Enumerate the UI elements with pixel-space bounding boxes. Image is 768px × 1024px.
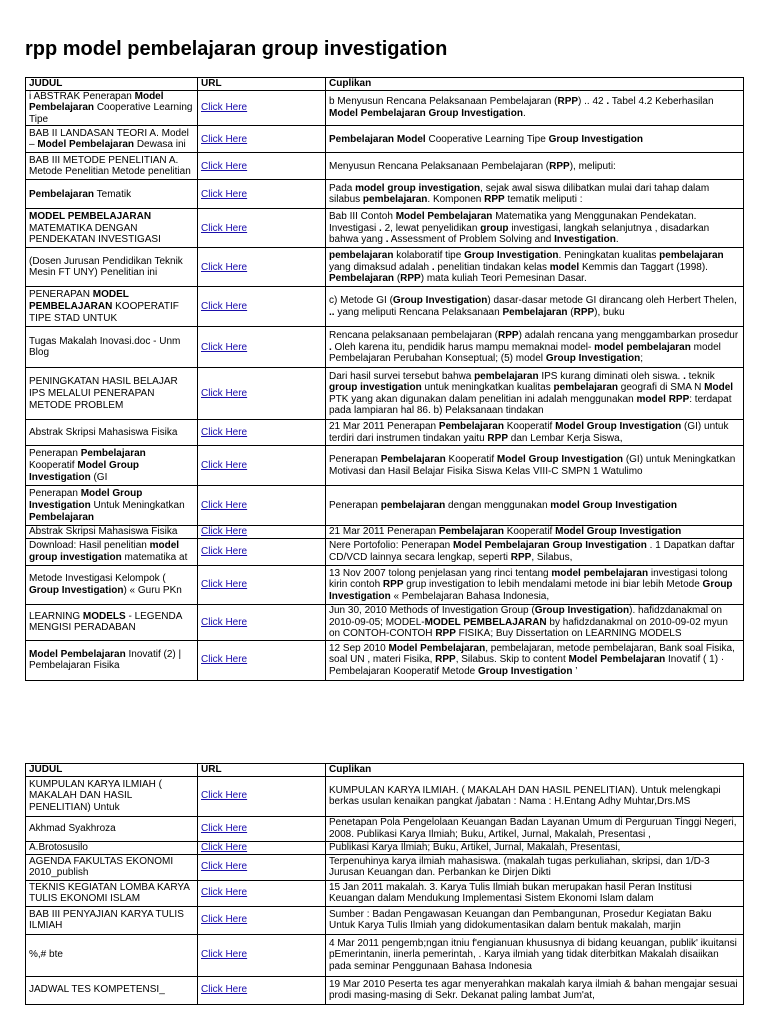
row-title: Metode Investigasi Kelompok ( Group Investigation) « Guru PKn: [26, 565, 198, 604]
row-excerpt: b Menyusun Rencana Pelaksanaan Pembelajaran (RPP) .. 42 . Tabel 4.2 Keberhasilan Model Pembelajaran Group Investigation.: [326, 90, 744, 126]
click-here-link[interactable]: Click Here: [201, 887, 248, 899]
header-judul: JUDUL: [26, 78, 198, 91]
click-here-link[interactable]: Click Here: [201, 984, 248, 996]
row-title: (Dosen Jurusan Pendidikan Teknik Mesin FT UNY) Penelitian ini: [26, 248, 198, 287]
row-title: Pembelajaran Tematik: [26, 180, 198, 209]
row-excerpt: Nere Portofolio: Penerapan Model Pembelajaran Group Investigation . 1 Dapatkan daftar CD/VCD lainnya secara lengkap, seperti RPP, Silabus,: [326, 538, 744, 565]
row-url-cell: [198, 976, 326, 1004]
click-here-link[interactable]: Click Here: [201, 949, 248, 961]
keyword-highlight: Group Investigation: [545, 353, 641, 365]
table-row: [26, 976, 744, 1004]
keyword-highlight: Group Investigation: [464, 249, 559, 261]
click-here-link[interactable]: Click Here: [201, 500, 248, 512]
row-url-cell: [198, 248, 326, 287]
table-row: [26, 327, 744, 368]
row-excerpt: 12 Sep 2010 Model Pembelajaran, pembelajaran, metode pembelajaran, Bank soal Fisika, soal UN , materi Fisika, RPP, Silabus. Skip to content Model Pembelajaran Inovatif ( 1) · Pembelajaran Kooperatif Metode Group Investigation ’: [326, 640, 744, 680]
click-here-link[interactable]: Click Here: [201, 822, 248, 834]
keyword-highlight: RPP: [484, 194, 505, 206]
table-row: [26, 446, 744, 486]
header-cuplikan: Cuplikan: [326, 78, 744, 91]
row-title: BAB III METODE PENELITIAN A. Metode Penelitian Metode penelitian: [26, 153, 198, 180]
click-here-link[interactable]: Click Here: [201, 188, 248, 200]
header-url: URL: [198, 78, 326, 91]
table-row: [26, 906, 744, 934]
keyword-highlight: RPP: [668, 393, 690, 405]
row-excerpt: Pada model group investigation, sejak awal siswa dilibatkan mulai dari tahap dalam silabus pembelajaran. Komponen RPP tematik meliputi :: [326, 180, 744, 209]
row-excerpt: Penetapan Pola Pengelolaan Keuangan Badan Layanan Umum di Perguruan Tinggi Negeri, 2008. Publikasi Karya Ilmiah; Buku, Artikel, Jurnal, Makalah, Presentasi ,: [326, 816, 744, 841]
row-excerpt: 21 Mar 2011 Penerapan Pembelajaran Kooperatif Model Group Investigation (GI) untuk terdiri dari instrumen tindakan yaitu RPP dan Lembar Kerja Siswa,: [326, 420, 744, 446]
keyword-highlight: pembelajaran: [380, 500, 446, 512]
row-title: A.Brotosusilo: [26, 841, 198, 854]
keyword-highlight: RPP: [435, 654, 456, 666]
keyword-highlight: pembelajaran: [474, 370, 539, 382]
row-url-cell: [198, 565, 326, 604]
row-title: BAB III PENYAJIAN KARYA TULIS ILMIAH: [26, 906, 198, 934]
row-excerpt: Publikasi Karya Ilmiah; Buku, Artikel, Jurnal, Makalah, Presentasi,: [326, 841, 744, 854]
click-here-link[interactable]: Click Here: [201, 427, 248, 439]
table-row: [26, 776, 744, 816]
row-url-cell: [198, 327, 326, 368]
click-here-link[interactable]: Click Here: [201, 133, 248, 145]
keyword-highlight: MODEL PEMBELAJARAN: [424, 616, 547, 628]
click-here-link[interactable]: Click Here: [201, 301, 248, 313]
click-here-link[interactable]: Click Here: [201, 654, 248, 666]
keyword-highlight: Model Pembelajaran Group Investigation: [452, 540, 647, 552]
row-title: Download: Hasil penelitian model group investigation matematika at: [26, 538, 198, 565]
keyword-highlight: RPP: [498, 329, 519, 341]
row-url-cell: [198, 841, 326, 854]
keyword-highlight: RPP: [487, 432, 508, 444]
click-here-link[interactable]: Click Here: [201, 914, 248, 926]
keyword-highlight: model: [549, 261, 580, 273]
row-url-cell: [198, 816, 326, 841]
table-row: [26, 880, 744, 906]
keyword-highlight: Model Group Investigation: [555, 421, 682, 433]
row-excerpt: 15 Jan 2011 makalah. 3. Karya Tulis Ilmiah bukan merupakan hasil Peran Institusi Keuangan dalam Mendukung Implementasi Sistem Ekonomi Islam dalam: [326, 880, 744, 906]
keyword-highlight: RPP: [400, 273, 421, 285]
row-excerpt: Penerapan Pembelajaran Kooperatif Model Group Investigation (GI) untuk Meningkatkan Motivasi dan Hasil Belajar Fisika Siswa Kelas VIII-C SMPN 1 Watulimo: [326, 446, 744, 486]
row-excerpt: Bab III Contoh Model Pembelajaran Matematika yang Menggunakan Pendekatan. Investigasi . 2, lewat penyelidikan group investigasi, langkah selanjutnya , disadarkan bahwa yang . Assessment of Problem Solving and Investigation.: [326, 209, 744, 248]
row-title: %,# bte: [26, 934, 198, 976]
keyword-highlight: model group investigation: [355, 182, 481, 194]
keyword-highlight: RPP: [557, 96, 579, 108]
row-excerpt: Menyusun Rencana Pelaksanaan Pembelajaran (RPP), meliputi:: [326, 153, 744, 180]
row-title: AGENDA FAKULTAS EKONOMI 2010_publish: [26, 854, 198, 880]
row-url-cell: [198, 368, 326, 420]
table-row: [26, 565, 744, 604]
row-title: BAB II LANDASAN TEORI A. Model – Model Pembelajaran Dewasa ini: [26, 126, 198, 153]
keyword-highlight: Pembelajaran: [29, 188, 95, 200]
click-here-link[interactable]: Click Here: [201, 222, 248, 234]
table-row: [26, 526, 744, 539]
table-row: [26, 90, 744, 126]
keyword-highlight: .: [385, 234, 389, 246]
row-url-cell: [198, 776, 326, 816]
keyword-highlight: RPP: [435, 628, 456, 640]
row-url-cell: [198, 180, 326, 209]
row-url-cell: [198, 640, 326, 680]
row-excerpt: Rencana pelaksanaan pembelajaran (RPP) adalah rencana yang menggambarkan prosedur . Oleh karena itu, pendidik harus mampu memaknai model- model pembelajaran model Pembelajaran Perubahan Konseptual; (5) model Group Investigation;: [326, 327, 744, 368]
table-row: [26, 854, 744, 880]
click-here-link[interactable]: Click Here: [201, 616, 248, 628]
keyword-highlight: .: [379, 222, 382, 234]
table-row: [26, 420, 744, 446]
keyword-highlight: Model Pembelajaran: [29, 90, 164, 114]
keyword-highlight: Pembelajaran: [80, 448, 146, 460]
row-title: LEARNING MODELS - LEGENDA MENGISI PERADABAN: [26, 604, 198, 640]
click-here-link[interactable]: Click Here: [201, 861, 248, 873]
row-url-cell: [198, 486, 326, 526]
click-here-link[interactable]: Click Here: [201, 341, 248, 353]
row-url-cell: [198, 420, 326, 446]
row-excerpt: 13 Nov 2007 tolong penjelasan yang rinci tentang model pembelajaran investigasi tolong kirin contoh RPP grup investigation to lebih mendalami metode ini biar lebih Metode Group Investigation « Pembelajaran Bahasa Indonesia,: [326, 565, 744, 604]
row-title: Tugas Makalah Inovasi.doc - Unm Blog: [26, 327, 198, 368]
keyword-highlight: model Group Investigation: [550, 500, 677, 512]
row-title: KUMPULAN KARYA ILMIAH ( MAKALAH DAN HASIL PENELITIAN) Untuk: [26, 776, 198, 816]
keyword-highlight: Pembelajaran: [438, 421, 504, 433]
row-excerpt: Pembelajaran Model Cooperative Learning Tipe Group Investigation: [326, 126, 744, 153]
table-row: [26, 126, 744, 153]
row-url-cell: [198, 446, 326, 486]
keyword-highlight: MODEL PEMBELAJARAN: [29, 289, 129, 313]
row-excerpt: 21 Mar 2011 Penerapan Pembelajaran Kooperatif Model Group Investigation: [326, 526, 744, 539]
keyword-highlight: Model Pembelajaran: [568, 654, 666, 666]
table-header-row: [26, 78, 744, 91]
row-title: Abstrak Skripsi Mahasiswa Fisika: [26, 420, 198, 446]
row-title: Penerapan Model Group Investigation Untuk Meningkatkan Pembelajaran: [26, 486, 198, 526]
keyword-highlight: model pembelajaran: [594, 341, 691, 353]
row-excerpt: Jun 30, 2010 Methods of Investigation Group (Group Investigation). hafidzdanakmal on 2010-09-05; MODEL-MODEL PEMBELAJARAN by hafidzdanakmal on 2010-09-02 myun on CONTOH-CONTOH RPP FISIKA; Buy Dissertation on LEARNING MODELS: [326, 604, 744, 640]
row-url-cell: [198, 526, 326, 539]
row-url-cell: [198, 854, 326, 880]
keyword-highlight: Group Investigation: [548, 133, 644, 145]
row-title: TEKNIS KEGIATAN LOMBA KARYA TULIS EKONOMI ISLAM: [26, 880, 198, 906]
row-excerpt: KUMPULAN KARYA ILMIAH. ( MAKALAH DAN HASIL PENELITIAN). Untuk melengkapi berkas usulan kenaikan pangkat /jabatan : Nama : H.Entang Adhy Muhtar,Drs.MS: [326, 776, 744, 816]
keyword-highlight: Model: [704, 382, 734, 394]
keyword-highlight: pembelajaran: [553, 382, 619, 394]
keyword-highlight: Pembelajaran: [29, 511, 95, 523]
click-here-link[interactable]: Click Here: [201, 841, 248, 853]
keyword-highlight: Group Investigation: [477, 666, 573, 678]
click-here-link[interactable]: Click Here: [201, 546, 248, 558]
row-excerpt: 19 Mar 2010 Peserta tes agar menyerahkan makalah karya ilmiah & bahan mengajar sesuai prodi masing-masing di Sekr. Dekanat paling lambat Jum'at,: [326, 976, 744, 1004]
keyword-highlight: group: [480, 222, 509, 234]
keyword-highlight: group investigation: [329, 382, 422, 394]
click-here-link[interactable]: Click Here: [201, 526, 248, 538]
keyword-highlight: Model Pembelajaran: [37, 139, 135, 151]
table-row: [26, 153, 744, 180]
keyword-highlight: .: [606, 96, 610, 108]
row-url-cell: [198, 604, 326, 640]
row-excerpt: Sumber : Badan Pengawasan Keuangan dan Pembangunan, Prosedur Kegiatan Baku Untuk Karya Tulis Ilmiah yang didokumentasikan dalam bentuk makalah, marjin: [326, 906, 744, 934]
row-url-cell: [198, 153, 326, 180]
table-row: [26, 209, 744, 248]
keyword-highlight: RPP: [549, 160, 570, 172]
table-row: [26, 640, 744, 680]
click-here-link[interactable]: Click Here: [201, 160, 248, 172]
keyword-highlight: model group investigation: [29, 540, 180, 563]
table-row: [26, 538, 744, 565]
keyword-highlight: Pembelajaran Model: [329, 133, 426, 145]
click-here-link[interactable]: Click Here: [201, 261, 248, 273]
row-title: PENINGKATAN HASIL BELAJAR IPS MELALUI PENERAPAN METODE PROBLEM: [26, 368, 198, 420]
keyword-highlight: Pembelajaran: [329, 273, 395, 285]
row-url-cell: [198, 538, 326, 565]
page-title: rpp model pembelajaran group investigation: [25, 38, 448, 60]
table-row: [26, 368, 744, 420]
keyword-highlight: .: [329, 341, 332, 353]
row-url-cell: [198, 906, 326, 934]
keyword-highlight: Model Pembelajaran: [395, 210, 493, 222]
keyword-highlight: ..: [329, 306, 335, 318]
header-judul: JUDUL: [26, 764, 198, 777]
row-url-cell: [198, 934, 326, 976]
click-here-link[interactable]: Click Here: [201, 460, 248, 472]
keyword-highlight: Model Pembelajaran: [29, 648, 126, 660]
keyword-highlight: .: [431, 261, 435, 273]
header-url: URL: [198, 764, 326, 777]
click-here-link[interactable]: Click Here: [201, 102, 248, 114]
table-row: [26, 841, 744, 854]
keyword-highlight: Pembelajaran: [438, 526, 504, 538]
keyword-highlight: MODELS: [82, 610, 126, 622]
row-title: JADWAL TES KOMPETENSI_: [26, 976, 198, 1004]
click-here-link[interactable]: Click Here: [201, 388, 248, 400]
keyword-highlight: Group Investigation: [29, 584, 124, 596]
keyword-highlight: RPP: [510, 551, 532, 563]
row-url-cell: [198, 287, 326, 327]
keyword-highlight: Model Group Investigation: [496, 454, 624, 466]
row-excerpt: pembelajaran kolaboratif tipe Group Investigation. Peningkatan kualitas pembelajaran yang dimaksud adalah . penelitian tindakan kelas model Kemmis dan Taggart (1998). Pembelajaran (RPP) mata kuliah Teori Pemesinan Dasar.: [326, 248, 744, 287]
keyword-highlight: pembelajaran: [362, 194, 428, 206]
keyword-highlight: Pembelajaran: [502, 306, 568, 318]
header-cuplikan: Cuplikan: [326, 764, 744, 777]
table-row: [26, 180, 744, 209]
keyword-highlight: Investigation: [554, 234, 616, 246]
row-excerpt: Dari hasil survei tersebut bahwa pembelajaran IPS kurang diminati oleh siswa. . teknik group investigation untuk meningkatkan kualitas pembelajaran geografi di SMA N Model PTK yang akan digunakan dalam penelitian ini adalah menggunakan model RPP: terdapat pada lampiaran hal 86. b) Pelaksanaan tindakan: [326, 368, 744, 420]
table-row: [26, 816, 744, 841]
keyword-highlight: pembelajaran: [329, 249, 394, 261]
keyword-highlight: Model Pembelajaran: [388, 642, 486, 654]
keyword-highlight: Model Group Investigation: [555, 526, 682, 538]
row-title: Abstrak Skripsi Mahasiswa Fisika: [26, 526, 198, 539]
keyword-highlight: Group Investigation: [392, 295, 488, 307]
table-row: [26, 486, 744, 526]
table-row: [26, 604, 744, 640]
keyword-highlight: Group Investigation: [534, 604, 630, 616]
results-table-1: [25, 77, 744, 681]
row-title: PENERAPAN MODEL PEMBELAJARAN KOOPERATIF TIPE STAD UNTUK: [26, 287, 198, 327]
table-row: [26, 934, 744, 976]
row-title: Akhmad Syakhroza: [26, 816, 198, 841]
keyword-highlight: RPP: [573, 306, 595, 318]
keyword-highlight: Group Investigation: [329, 579, 733, 602]
keyword-highlight: .: [683, 370, 686, 382]
keyword-highlight: model: [636, 393, 666, 405]
row-title: MODEL PEMBELAJARAN MATEMATIKA DENGAN PENDEKATAN INVESTIGASI: [26, 209, 198, 248]
keyword-highlight: Pembelajaran: [380, 454, 446, 466]
results-table-2: [25, 763, 744, 1005]
table-header-row: [26, 764, 744, 777]
keyword-highlight: pembelajaran: [659, 249, 724, 261]
row-excerpt: Terpenuhinya karya ilmiah mahasiswa. (makalah tugas perkuliahan, skripsi, dan 1/D-3 Jurusan Keuangan dan. Perbankan ke Dirjen Dikti: [326, 854, 744, 880]
row-url-cell: [198, 880, 326, 906]
click-here-link[interactable]: Click Here: [201, 579, 248, 591]
table-row: [26, 248, 744, 287]
row-title: Model Pembelajaran Inovatif (2) | Pembelajaran Fisika: [26, 640, 198, 680]
click-here-link[interactable]: Click Here: [201, 790, 248, 802]
keyword-highlight: model pembelajaran: [551, 567, 649, 579]
row-url-cell: [198, 209, 326, 248]
row-url-cell: [198, 90, 326, 126]
row-excerpt: Penerapan pembelajaran dengan menggunakan model Group Investigation: [326, 486, 744, 526]
row-excerpt: c) Metode GI (Group Investigation) dasar-dasar metode GI dirancang oleh Herbert Thelen, .. yang meliputi Rencana Pelaksanaan Pembelajaran (RPP), buku: [326, 287, 744, 327]
keyword-highlight: Model Group Investigation: [29, 460, 140, 483]
keyword-highlight: MODEL PEMBELAJARAN: [29, 210, 152, 222]
row-excerpt: 4 Mar 2011 pengemb;ngan itniu f'engianuan khususnya di bidang keuangan, publik' ikuitansi pEmerintanin, iinerla pemerintah, . Karya ilmiah yang tidak diterbitkan Makalah disaiikan pada seminar Penggunaan Bahasa Indonesia: [326, 934, 744, 976]
row-title: i ABSTRAK Penerapan Model Pembelajaran Cooperative Learning Tipe: [26, 90, 198, 126]
keyword-highlight: Model Pembelajaran Group Investigation: [329, 107, 523, 119]
keyword-highlight: RPP: [382, 579, 404, 591]
table-row: [26, 287, 744, 327]
row-url-cell: [198, 126, 326, 153]
keyword-highlight: Model Group Investigation: [29, 488, 143, 512]
row-title: Penerapan Pembelajaran Kooperatif Model Group Investigation (GI: [26, 446, 198, 486]
